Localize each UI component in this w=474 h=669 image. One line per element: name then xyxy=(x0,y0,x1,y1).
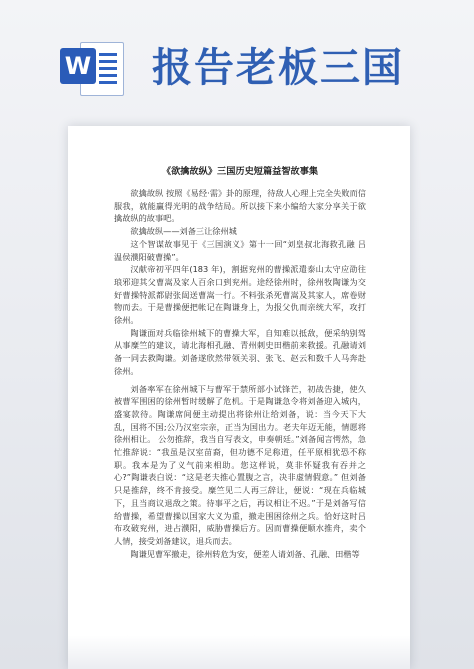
banner-header xyxy=(0,0,474,118)
word-icon xyxy=(60,38,124,96)
document-body xyxy=(114,165,366,560)
word-badge: W xyxy=(60,48,96,84)
document-page xyxy=(68,126,410,669)
paragraph: 欲擒故纵 按照《易经·需》卦的原理，待敌人心理上完全失败而信服我，就能赢得光明的战争结局。所以接下来小编给大家分享关于欲擒故纵的故事吧。 xyxy=(114,188,366,224)
paragraph: 刘备率军在徐州城下与曹军于禁所部小试锋芒，初战告捷，使久被曹军围困的徐州暂时缓解了危机。于是陶谦急令将刘备迎入城内，盛宴款待。陶谦席间便主动提出将徐州让给刘备，说：当今天下大乱，国将不国;公乃汉室宗亲，正当为国出力。老夫年迈无能，情愿将徐州相让。 公勿推辞，我当自写表文，申奏朝廷。”刘备闻言愕然，急忙推辞说：“我虽是汉室苗裔，但功德不足称道，任平原相犹恐不称职。我本是为了义气前来相助。您这样说，莫非怀疑我有吞并之心?”陶谦表白说：“这是老夫推心置腹之言，决非虚情假意。” 但刘备只是推辞，终不肯接受。糜竺见二人再三辞让，便说：“现在兵临城下，且当商议退敌之策。待事平之后，再议相让不迟。”于是刘备写信给曹操，希望曹操以国家大义为重，撤走围困徐州之兵。恰好这时吕布攻破兖州，进占濮阳，威胁曹操后方。因而曹操便顺水推舟，卖个人情，接受刘备建议，退兵而去。 xyxy=(114,383,366,546)
document-title: 《欲擒故纵》三国历史短篇益智故事集 xyxy=(161,166,319,177)
paragraph: 陶谦见曹军撤走，徐州转危为安，便差人请刘备、孔融、田楷等 xyxy=(130,548,360,559)
page-fade xyxy=(68,635,410,669)
paragraph: 这个智谋故事见于《三国演义》第十一回“刘皇叔北海救孔融 吕温侯濮阳破曹操”。 xyxy=(114,238,366,262)
paragraph: 汉献帝初平四年(183 年)，割据兖州的曹操派遣泰山太守应劭往琅邪迎其父曹嵩及家人百余口到兖州。途经徐州时，徐州牧陶谦为交好曹操特派都尉张闿送曹嵩一行。不料张杀死曹嵩及其家人，席卷财物而去。于是曹操便把帐记在陶谦身上，为报父仇而亲统大军，攻打徐州。 xyxy=(114,264,366,326)
banner-title: 报告老板三国 xyxy=(152,45,404,91)
paragraph: 陶谦面对兵临徐州城下的曹操大军，自知难以抵敌，便采纳别驾从事糜竺的建议，请北海相孔融、青州刺史田楷前来救援。孔融请刘备一同去救陶谦。刘备遂欣然带领关羽、张飞、赵云和数千人马奔赴徐州。 xyxy=(114,327,366,376)
paragraph: 欲擒故纵——刘备三让徐州城 xyxy=(130,226,237,237)
